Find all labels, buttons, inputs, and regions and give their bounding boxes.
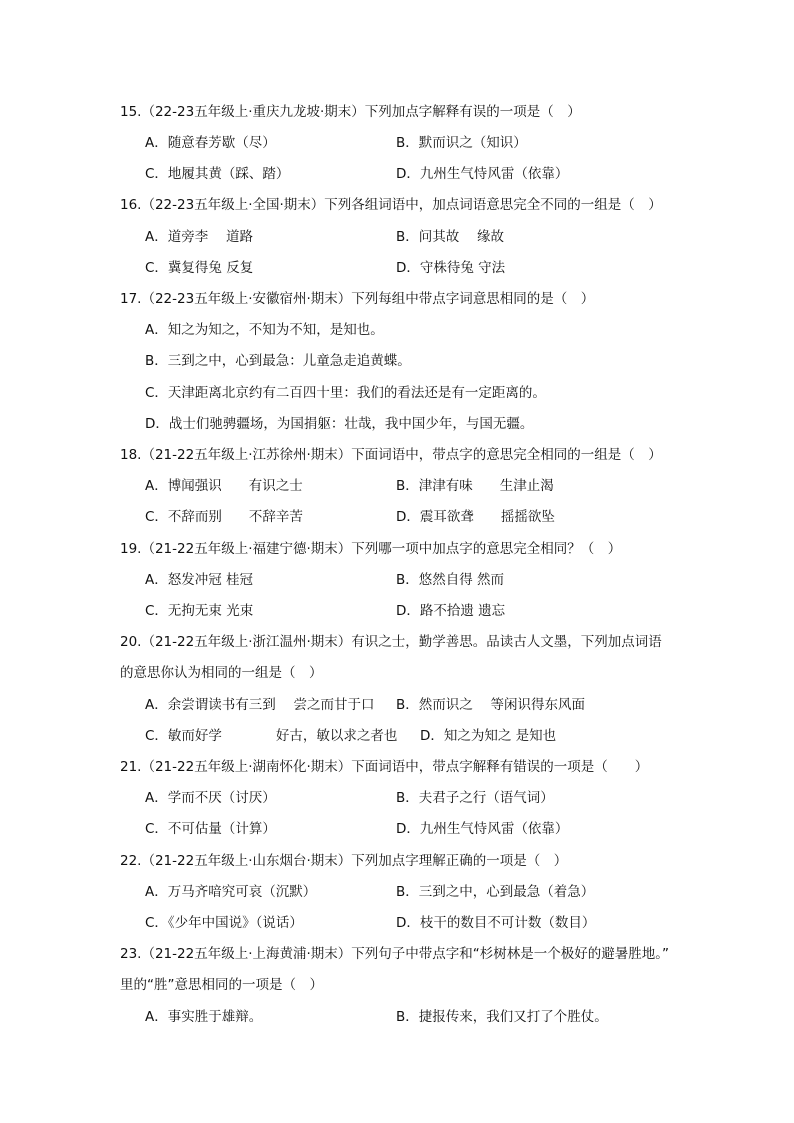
question-16-option-b: B．问其故 缘故: [396, 229, 505, 245]
question-15-option-b: B．默而识之（知识）: [396, 135, 527, 151]
question-22-option-a: A．万马齐喑究可哀（沉默）: [145, 884, 317, 900]
question-22-option-c: C．《少年中国说》（说话）: [145, 915, 303, 931]
question-23-stem-continued: 里的“胜”意思相同的一项是（ ）: [120, 977, 323, 993]
question-17-stem: 17.（22-23五年级上·安徽宿州·期末）下列每组中带点字词意思相同的是（ ）: [120, 291, 595, 307]
question-23-option-b: B．捷报传来，我们又打了个胜仗。: [396, 1009, 608, 1025]
question-20-option-d: D．知之为知之 是知也: [420, 728, 557, 744]
question-23-option-a: A．事实胜于雄辩。: [145, 1009, 263, 1025]
question-15-option-c: C．地履其黄（踩、踏）: [145, 166, 290, 182]
question-20-stem-continued: 的意思你认为相同的一组是（ ）: [120, 665, 323, 681]
question-20-option-c: C．敏而好学 好古，敏以求之者也: [145, 728, 398, 744]
question-21-option-a: A．学而不厌（讨厌）: [145, 790, 276, 806]
question-17-option-d: D．战士们驰骋疆场，为国捐躯：壮哉，我中国少年，与国无疆。: [145, 416, 534, 432]
question-21-option-b: B．夫君子之行（语气词）: [396, 790, 554, 806]
question-19-option-c: C．无拘无束 光束: [145, 603, 254, 619]
question-19-option-b: B．悠然自得 然而: [396, 572, 505, 588]
question-15-stem: 15.（22-23五年级上·重庆九龙坡·期末）下列加点字解释有误的一项是（ ）: [120, 104, 581, 120]
question-18-option-a: A．博闻强识 有识之士: [145, 478, 303, 494]
question-18-stem: 18.（21-22五年级上·江苏徐州·期末）下面词语中，带点字的意思完全相同的一组是（ ）: [120, 447, 662, 463]
question-19-option-a: A．怒发冲冠 桂冠: [145, 572, 254, 588]
question-15-option-d: D．九州生气恃风雷（依靠）: [396, 166, 569, 182]
question-17-option-c: C．天津距离北京约有二百四十里：我们的看法还是有一定距离的。: [145, 385, 546, 401]
question-22-stem: 22.（21-22五年级上·山东烟台·期末）下列加点字理解正确的一项是（ ）: [120, 853, 568, 869]
question-16-option-a: A．道旁李 道路: [145, 229, 254, 245]
question-20-stem: 20.（21-22五年级上·浙江温州·期末）有识之士，勤学善思。品读古人文墨，下列加点词语: [120, 634, 662, 650]
question-20-option-a: A．余尝谓读书有三到 尝之而甘于口: [145, 697, 375, 713]
question-18-option-c: C．不辞而别 不辞辛苦: [145, 509, 303, 525]
question-18-option-b: B．津津有味 生津止渴: [396, 478, 554, 494]
question-21-option-c: C．不可估量（计算）: [145, 821, 276, 837]
question-22-option-d: D．枝干的数目不可计数（数目）: [396, 915, 596, 931]
question-19-stem: 19.（21-22五年级上·福建宁德·期末）下列哪一项中加点字的意思完全相同？（ ）: [120, 541, 622, 557]
question-17-option-b: B．三到之中，心到最急：儿童急走追黄蝶。: [145, 353, 411, 369]
question-20-option-b: B．然而识之 等闲识得东风面: [396, 697, 586, 713]
question-23-stem: 23.（21-22五年级上·上海黄浦·期末）下列句子中带点字和“杉树林是一个极好的避暑胜地。”: [120, 946, 670, 962]
question-22-option-b: B．三到之中，心到最急（着急）: [396, 884, 595, 900]
question-18-option-d: D．震耳欲聋 摇摇欲坠: [396, 509, 555, 525]
question-16-stem: 16.（22-23五年级上·全国·期末）下列各组词语中，加点词语意思完全不同的一组是（ ）: [120, 197, 662, 213]
question-16-option-d: D．守株待兔 守法: [396, 260, 506, 276]
question-16-option-c: C．冀复得兔 反复: [145, 260, 254, 276]
question-17-option-a: A．知之为知之，不知为不知，是知也。: [145, 322, 384, 338]
question-21-stem: 21.（21-22五年级上·湖南怀化·期末）下面词语中，带点字解释有错误的一项是（ ）: [120, 759, 649, 775]
question-21-option-d: D．九州生气恃风雷（依靠）: [396, 821, 569, 837]
question-15-option-a: A．随意春芳歇（尽）: [145, 135, 276, 151]
question-19-option-d: D．路不拾遗 遗忘: [396, 603, 506, 619]
